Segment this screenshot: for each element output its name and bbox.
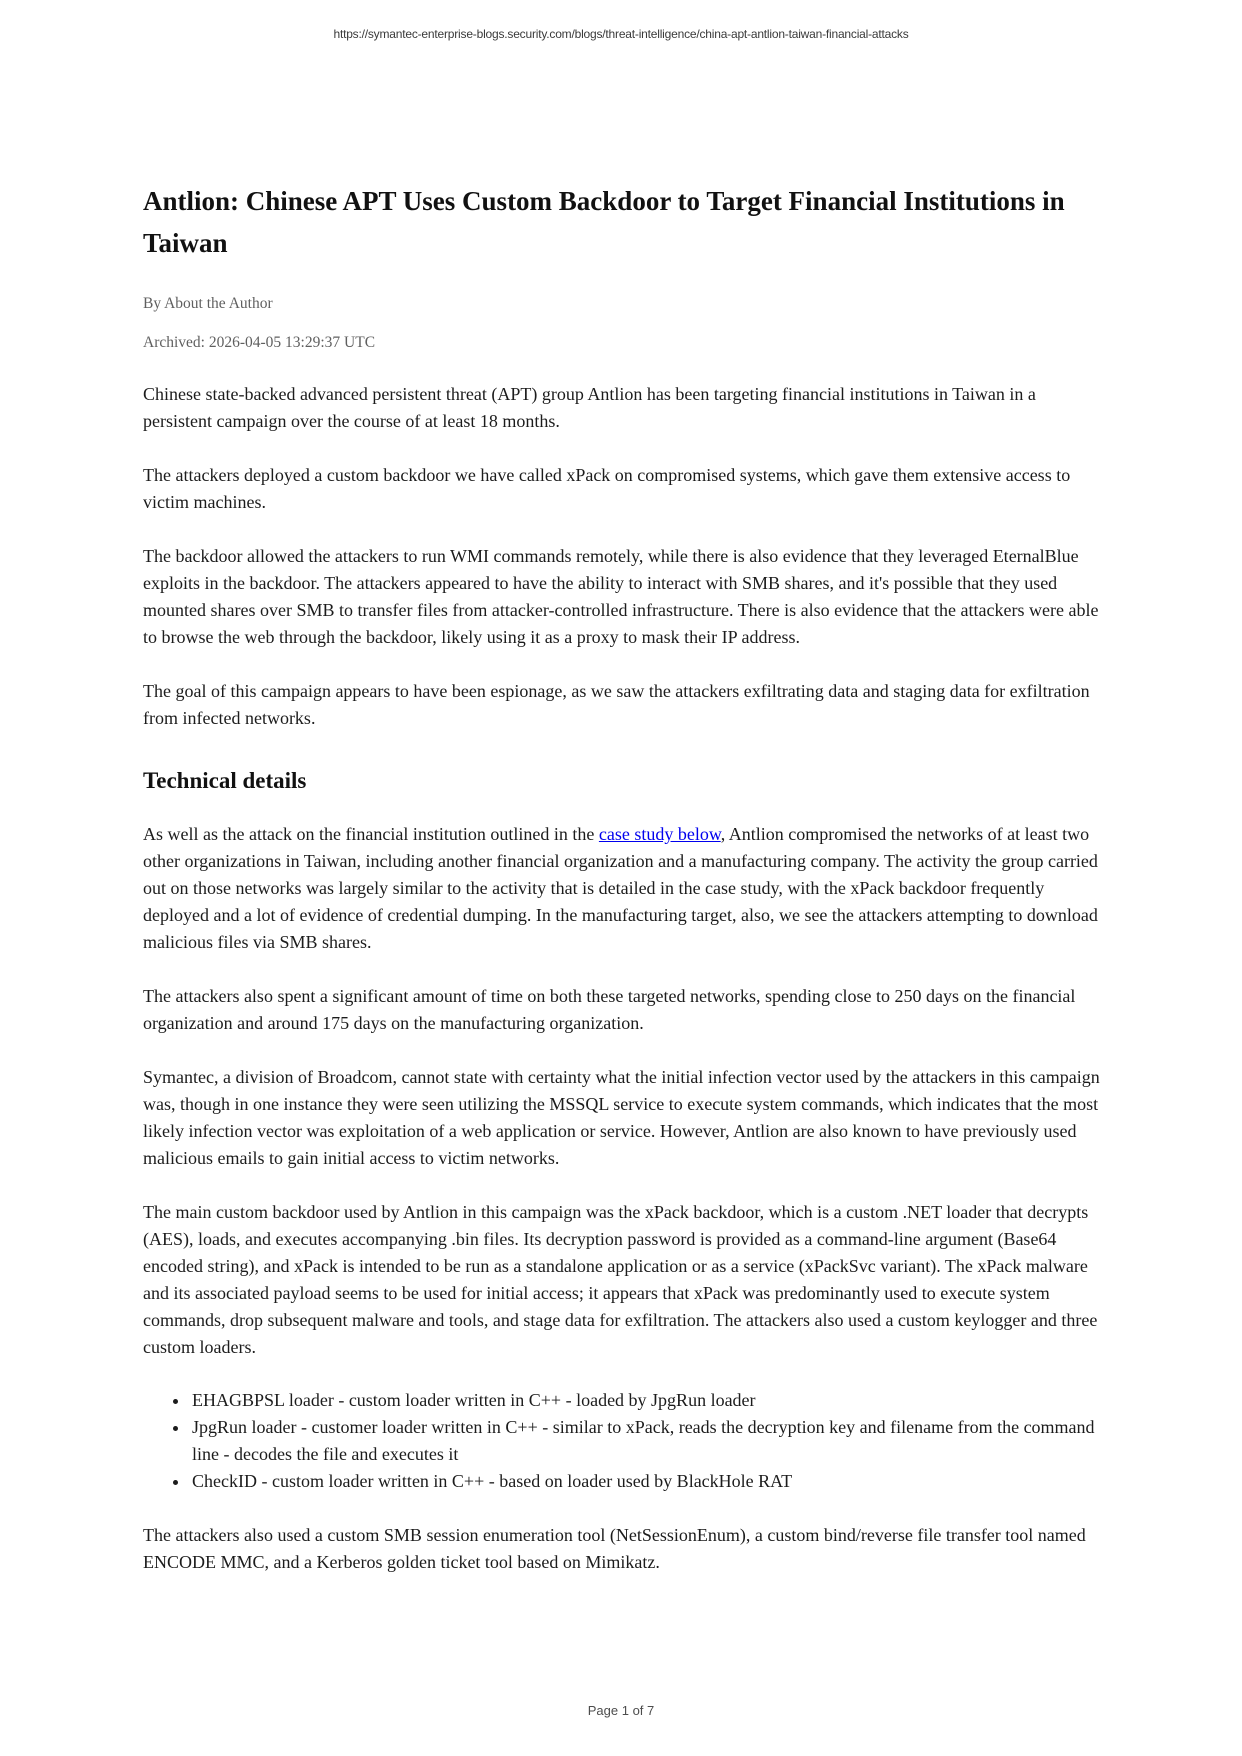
paragraph-xpack-backdoor: The main custom backdoor used by Antlion in this campaign was the xPack backdoor, which is a custom .NET loader that decrypts (AES), loads, and executes accompanying .bin files. Its decryption password is provided as a command-line argument (Base64 encoded string), and xPack is intended to be run as a standalone application or as a service (xPackSvc variant). The xPack malware and its associated payload seems to be used for initial access; it appears that xPack was predominantly used to execute system commands, drop subsequent malware and tools, and stage data for exfiltration. The attackers also used a custom keylogger and three custom loaders.: [143, 1202, 1098, 1357]
paragraph-intro-1: Chinese state-backed advanced persistent threat (APT) group Antlion has been targeting financial institutions in Taiwan in a persistent campaign over the course of at least 18 months.: [143, 384, 1036, 431]
archived-timestamp: Archived: 2026-04-05 13:29:37 UTC: [143, 334, 376, 351]
paragraph-intro-2: The attackers deployed a custom backdoor we have called xPack on compromised systems, which gave them extensive access to victim machines.: [143, 465, 1071, 512]
print-header-url: https://symantec-enterprise-blogs.security.com/blogs/threat-intelligence/china-apt-antlion-taiwan-financial-attacks: [333, 27, 909, 41]
case-study-text-after: , Antlion compromised the networks of at least two other organizations in Taiwan, including another financial organization and a manufacturing company. The activity the group carried out on those networks was largely similar to the activity that is detailed in the case study, with the xPack backdoor frequently deployed and a lot of evidence of credential dumping. In the manufacturing target, also, we see the attackers attempting to download malicious files via SMB shares.: [143, 824, 1098, 952]
article-body: [143, 381, 1100, 1576]
paragraph-intro-4: The goal of this campaign appears to have been espionage, as we saw the attackers exfiltrating data and staging data for exfiltration from infected networks.: [143, 681, 1090, 728]
paragraph-case-study: [143, 821, 1100, 956]
section-heading-technical-details: Technical details: [143, 768, 307, 793]
case-study-link[interactable]: case study below: [598, 824, 721, 844]
paragraph-dwell-time: The attackers also spent a significant amount of time on both these targeted networks, spending close to 250 days on the financial organization and around 175 days on the manufacturing organization.: [143, 986, 1076, 1033]
paragraph-closing-tools: The attackers also used a custom SMB session enumeration tool (NetSessionEnum), a custom bind/reverse file transfer tool named ENCODE MMC, and a Kerberos golden ticket tool based on Mimikatz.: [143, 1525, 1086, 1572]
case-study-text-before: As well as the attack on the financial institution outlined in the: [143, 824, 599, 844]
article-content: [143, 0, 1100, 1576]
article-title: Antlion: Chinese APT Uses Custom Backdoor to Target Financial Institutions in Taiwan: [143, 186, 1065, 258]
loader-list: [143, 1387, 1100, 1495]
page-number: Page 1 of 7: [587, 1703, 655, 1718]
paragraph-intro-3: The backdoor allowed the attackers to run WMI commands remotely, while there is also evidence that they leveraged EternalBlue exploits in the backdoor. The attackers appeared to have the ability to interact with SMB shares, and it's possible that they used mounted shares over SMB to transfer files from attacker-controlled infrastructure. There is also evidence that the attackers were able to browse the web through the backdoor, likely using it as a proxy to mask their IP address.: [143, 546, 1099, 647]
paragraph-infection-vector: Symantec, a division of Broadcom, cannot state with certainty what the initial infection vector used by the attackers in this campaign was, though in one instance they were seen utilizing the MSSQL service to execute system commands, which indicates that the most likely infection vector was exploitation of a web application or service. However, Antlion are also known to have previously used malicious emails to gain initial access to victim networks.: [143, 1067, 1100, 1168]
list-item-jpgrun-loader: • JpgRun loader - customer loader written in C++ - similar to xPack, reads the decryption key and filename from the command line - decodes the file and executes it: [190, 1414, 1100, 1468]
byline: By About the Author: [143, 295, 273, 312]
list-item-ehagbpsl-loader: • EHAGBPSL loader - custom loader written in C++ - loaded by JpgRun loader: [190, 1387, 1100, 1414]
list-item-checkid-loader: • CheckID - custom loader written in C++ - based on loader used by BlackHole RAT: [190, 1468, 1100, 1495]
